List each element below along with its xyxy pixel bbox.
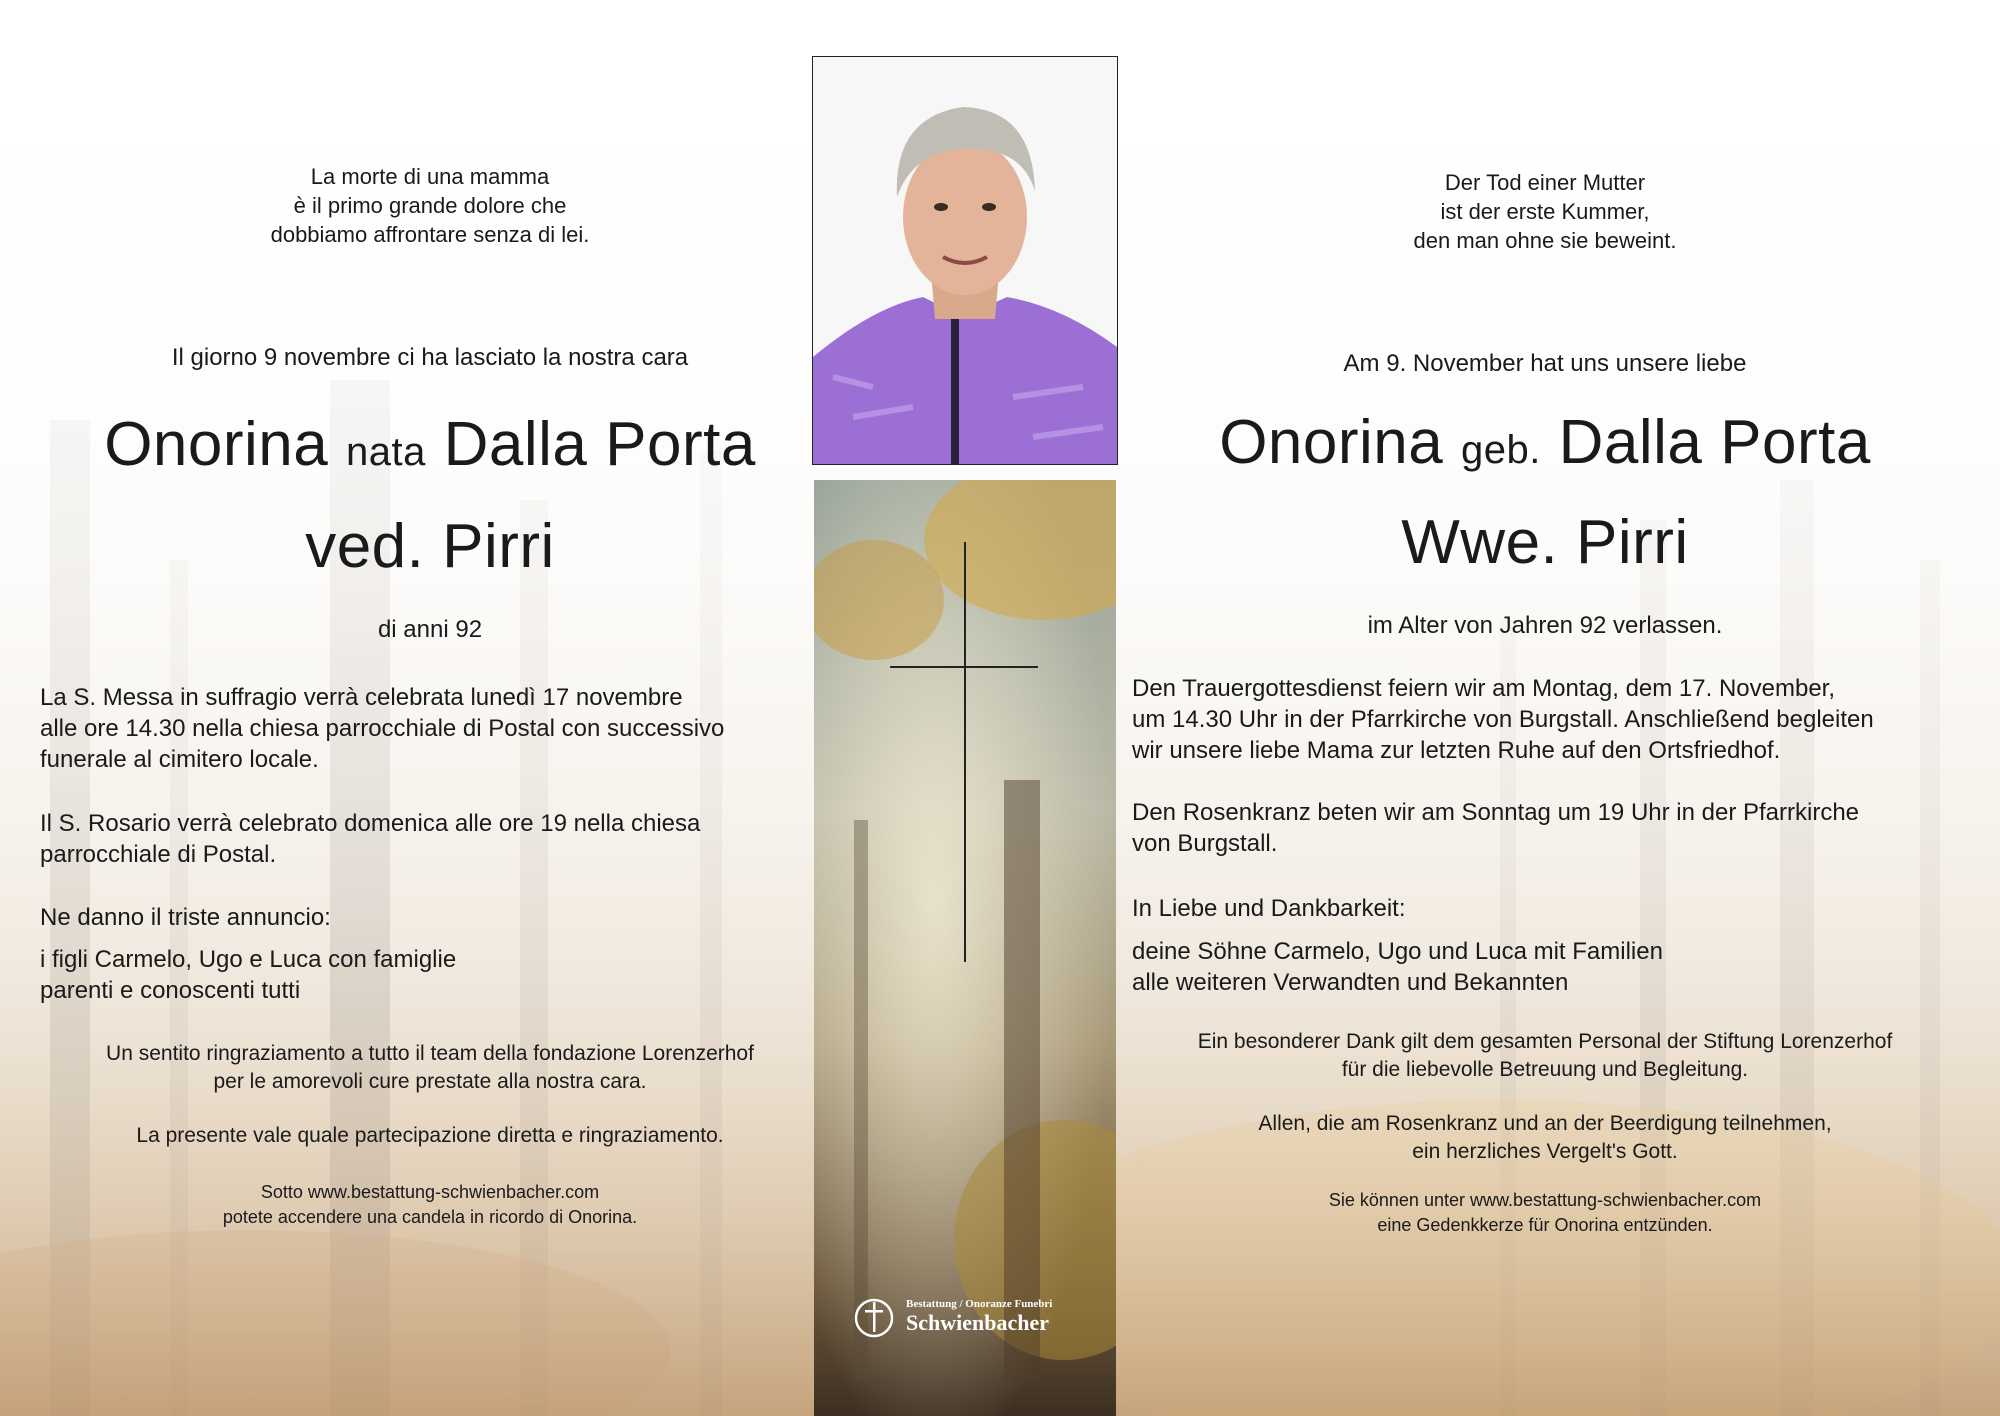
rosary-line: Il S. Rosario verrà celebrato domenica alle ore 19 nella chiesa (40, 810, 701, 837)
logo-tagline: Bestattung / Onoranze Funebri (906, 1298, 1053, 1310)
name-connector: geb. (1461, 428, 1541, 472)
cross-horizontal (890, 666, 1038, 668)
candle-line: eine Gedenkkerze für Onorina entzünden. (1377, 1215, 1713, 1235)
forest-strip (814, 480, 1116, 1416)
mass-line: Den Trauergottesdienst feiern wir am Montag, dem 17. November, (1132, 675, 1836, 702)
rosary-info (1132, 797, 1970, 859)
maiden-name: Dalla Porta (1558, 408, 1871, 477)
announce-label: Ne danno il triste annuncio: (40, 904, 331, 931)
first-name: Onorina (1219, 408, 1444, 477)
quote-line: Der Tod einer Mutter (1444, 170, 1646, 195)
family-line: parenti e conoscenti tutti (40, 977, 301, 1004)
quote-line: La morte di una mamma (310, 164, 550, 189)
age-text: im Alter von Jahren 92 verlassen. (1367, 612, 1723, 639)
rosary-line: Den Rosenkranz beten wir am Sonntag um 19 Uhr in der Pfarrkirche (1132, 799, 1860, 826)
thanks-line: für die liebevolle Betreuung und Begleitung. (1341, 1058, 1749, 1081)
quote-line: è il primo grande dolore che (293, 193, 567, 218)
age-text: di anni 92 (377, 616, 483, 643)
thanks-text-2 (1120, 1110, 1970, 1166)
cross-vertical (964, 542, 966, 962)
forest-strip-image (814, 480, 1116, 1416)
family-line: i figli Carmelo, Ugo e Luca con famiglie (40, 946, 457, 973)
candle-note (30, 1180, 830, 1230)
deceased-name (30, 410, 830, 487)
funeral-home-logo (906, 1298, 1116, 1336)
intro-text: Il giorno 9 novembre ci ha lasciato la nostra cara (171, 344, 689, 371)
logo-name: Schwienbacher (906, 1310, 1049, 1335)
family-list (40, 944, 830, 1006)
candle-line: Sotto www.bestattung-schwienbacher.com (260, 1182, 600, 1202)
mass-line: alle ore 14.30 nella chiesa parrocchiale di Postal con successivo (40, 715, 725, 742)
quote-line: ist der erste Kummer, (1440, 199, 1650, 224)
family-list (1132, 936, 1970, 998)
italian-notice (30, 0, 830, 1416)
mass-info (40, 682, 830, 775)
thanks-line: Allen, die am Rosenkranz und an der Beerdigung teilnehmen, (1258, 1112, 1832, 1135)
quote-line: dobbiamo affrontare senza di lei. (270, 222, 590, 247)
family-line: deine Söhne Carmelo, Ugo und Luca mit Familien (1132, 938, 1663, 965)
rosary-line: von Burgstall. (1132, 830, 1278, 857)
mass-info (1132, 673, 1970, 766)
participation-notice: La presente vale quale partecipazione diretta e ringraziamento. (136, 1124, 724, 1147)
portrait-photo (812, 56, 1118, 465)
candle-note (1120, 1188, 1970, 1238)
thanks-line: Ein besonderer Dank gilt dem gesamten Personal der Stiftung Lorenzerhof (1197, 1030, 1893, 1053)
mass-line: um 14.30 Uhr in der Pfarrkirche von Burgstall. Anschließend begleiten (1132, 706, 1874, 733)
thanks-text (1120, 1028, 1970, 1084)
intro-text: Am 9. November hat uns unsere liebe (1343, 350, 1747, 377)
announce-label: In Liebe und Dankbarkeit: (1132, 895, 1406, 922)
german-quote (1120, 168, 1970, 255)
widow-name: Wwe. Pirri (1401, 508, 1689, 577)
family-line: alle weiteren Verwandten und Bekannten (1132, 969, 1569, 996)
thanks-line: Un sentito ringraziamento a tutto il team della fondazione Lorenzerhof (106, 1042, 754, 1065)
first-name: Onorina (104, 410, 329, 479)
deceased-name (1120, 408, 1970, 485)
mass-line: funerale al cimitero locale. (40, 746, 319, 773)
mass-line: La S. Messa in suffragio verrà celebrata lunedì 17 novembre (40, 684, 683, 711)
mass-line: wir unsere liebe Mama zur letzten Ruhe auf den Ortsfriedhof. (1132, 737, 1781, 764)
name-connector: nata (346, 430, 426, 474)
maiden-name: Dalla Porta (443, 410, 756, 479)
portrait-image (813, 57, 1117, 464)
candle-line: potete accendere una candela in ricordo di Onorina. (222, 1207, 638, 1227)
rosary-info (40, 808, 830, 870)
quote-line: den man ohne sie beweint. (1413, 228, 1677, 253)
italian-quote (30, 162, 830, 249)
candle-line: Sie können unter www.bestattung-schwienbacher.com (1328, 1190, 1762, 1210)
widow-name: ved. Pirri (305, 512, 555, 581)
thanks-line: per le amorevoli cure prestate alla nostra cara. (213, 1070, 647, 1093)
german-notice (1120, 0, 1970, 1416)
rosary-line: parrocchiale di Postal. (40, 841, 277, 868)
thanks-line: ein herzliches Vergelt's Gott. (1412, 1140, 1678, 1163)
thanks-text (30, 1040, 830, 1096)
